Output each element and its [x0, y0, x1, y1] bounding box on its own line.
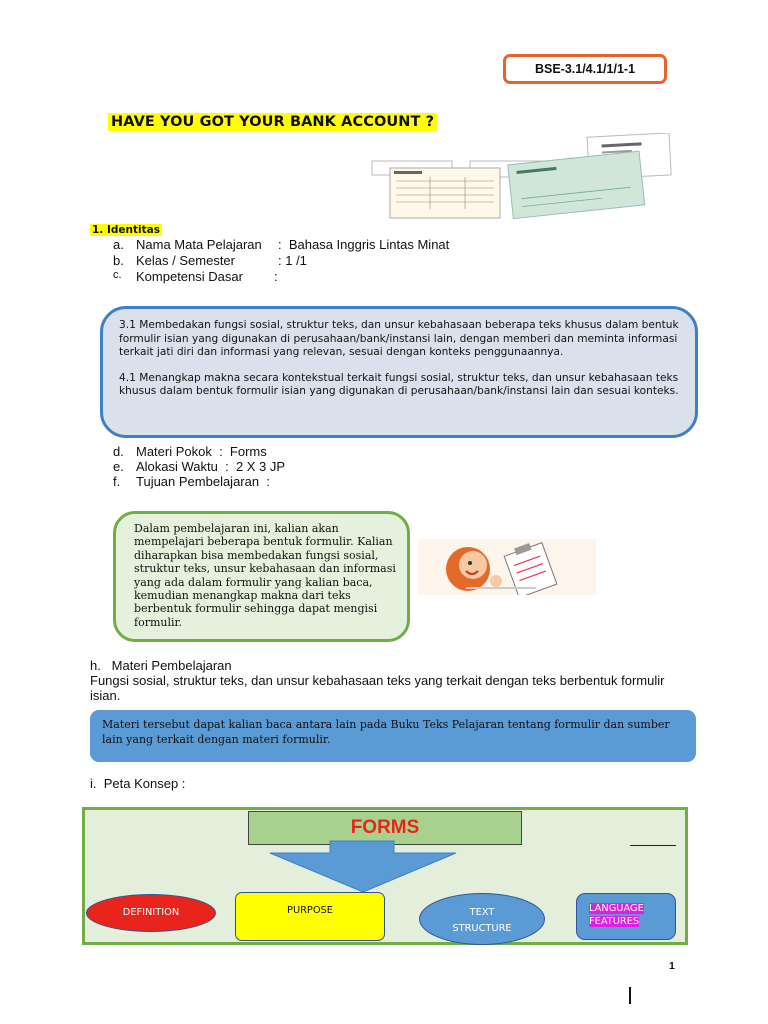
text-cursor [629, 987, 631, 1004]
list-item-letter: d. [113, 444, 124, 459]
materi-note-text: Materi tersebut dapat kalian baca antara lain pada Buku Teks Pelajaran tentang formulir dan sumber lain yang terkait dengan materi formulir. [102, 718, 670, 746]
list-item-text: Tujuan Pembelajaran : [136, 474, 270, 489]
forms-title-box: FORMS [248, 811, 522, 845]
purpose-label: PURPOSE [287, 905, 333, 916]
section-identitas-heading: 1. Identitas [92, 224, 160, 236]
student-clipboard-image [418, 539, 596, 595]
text-structure-label-2: STRUCTURE [452, 923, 512, 934]
list-item-value: : 1 /1 [278, 253, 307, 268]
list-item-letter: b. [113, 253, 124, 268]
definition-node [86, 894, 216, 932]
materi-heading: h. Materi Pembelajaran [90, 658, 232, 673]
definition-label: DEFINITION [122, 907, 180, 918]
list-item-value: : Bahasa Inggris Lintas Minat [278, 237, 450, 252]
materi-list [0, 444, 768, 492]
kd-3-1-text: 3.1 Membedakan fungsi sosial, struktur teks, dan unsur kebahasaan beberapa teks khusus dalam bentuk formulir isian yang digunakan di perusahaan/bank/instansi lain, dengan memberi dan meminta informasi terkait jati diri dan informasi yang relevan, sesuai dengan konteks penggunaannya. [119, 319, 679, 359]
language-label: LANGUAGE [589, 903, 644, 914]
page-number: 1 [669, 960, 675, 972]
kd-4-1-text: 4.1 Menangkap makna secara kontekstual terkait fungsi sosial, struktur teks, dan unsur kebahasaan teks khusus dalam bentuk formulir isian yang digunakan di perusahaan/bank/instansi lain dan sesuai konteks. [119, 371, 679, 398]
document-code: BSE-3.1/4.1/1/1-1 [503, 54, 667, 84]
features-label: FEATURES [589, 916, 640, 927]
tujuan-text: Dalam pembelajaran ini, kalian akan mempelajari beberapa bentuk formulir. Kalian diharapkan bisa membedakan fungsi sosial, struktur teks, unsur kebahasaan dan informasi yang ada dalam formulir yang kalian baca, kemudian menangkap makna dari teks berbentuk formulir sehingga dapat mengisi formulir. [134, 522, 396, 629]
text-structure-label-1: TEXT [469, 907, 495, 918]
list-item-value: : [274, 269, 278, 284]
bank-forms-image [370, 133, 675, 221]
list-item-letter: f. [113, 474, 121, 489]
list-item-label: Kompetensi Dasar [136, 269, 243, 284]
list-item-text: Alokasi Waktu : 2 X 3 JP [136, 459, 286, 474]
peta-konsep-heading: i. Peta Konsep : [90, 776, 186, 791]
kompetensi-dasar-box [100, 306, 698, 438]
list-item-text: Materi Pokok : Forms [136, 444, 267, 459]
materi-text: Fungsi sosial, struktur teks, dan unsur kebahasaan teks yang terkait dengan teks berbentuk formulir isian. [90, 673, 665, 703]
tujuan-pembelajaran-box [113, 511, 410, 642]
list-item-letter: c. [113, 269, 122, 281]
page-title: HAVE YOU GOT YOUR BANK ACCOUNT ? [108, 113, 437, 131]
identitas-list [0, 236, 768, 288]
list-item-label: Kelas / Semester [136, 253, 235, 268]
language-features-node [576, 893, 676, 940]
text-structure-node [419, 893, 545, 945]
divider-line [630, 845, 676, 846]
list-item-letter: a. [113, 237, 124, 252]
list-item-label: Nama Mata Pelajaran [136, 237, 262, 252]
materi-note-box [90, 710, 696, 762]
list-item-letter: e. [113, 459, 124, 474]
down-arrow-icon [268, 840, 458, 894]
purpose-node [235, 892, 385, 941]
